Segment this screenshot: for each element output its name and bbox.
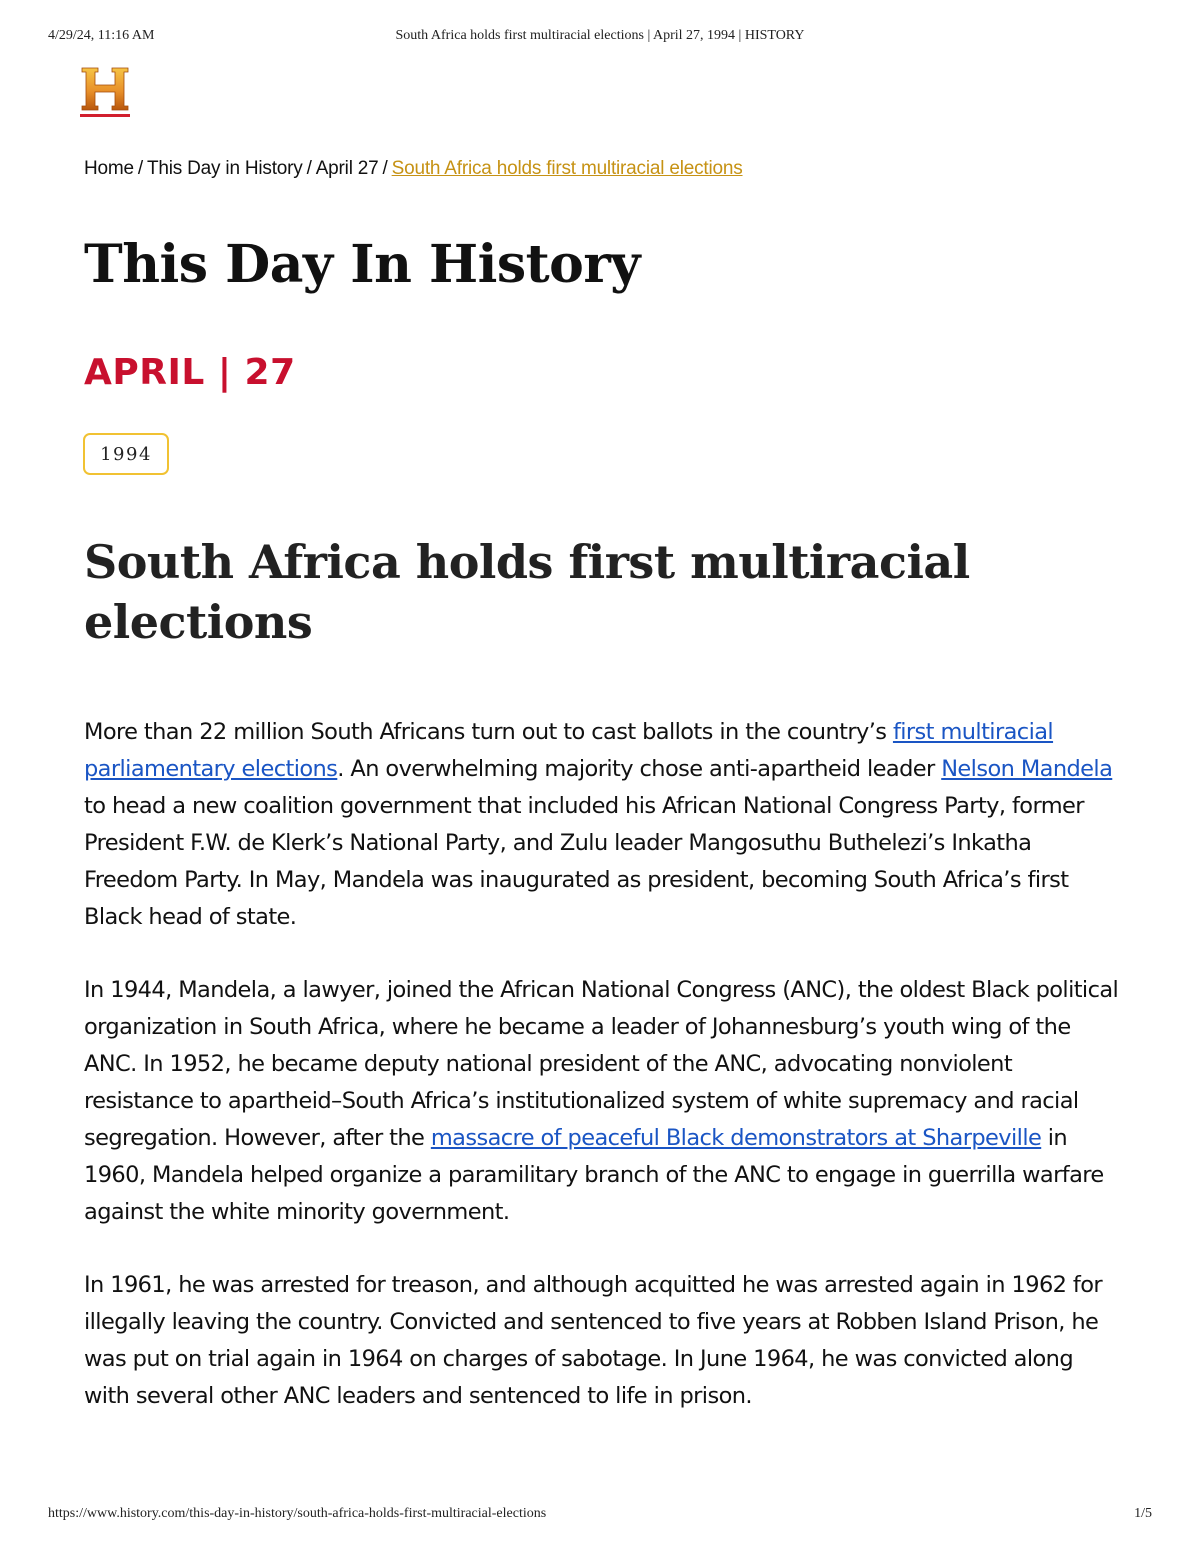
breadcrumb (84, 158, 743, 180)
history-h-logo-icon (78, 64, 132, 120)
paragraph-3 (84, 1267, 1124, 1415)
breadcrumb-home[interactable]: Home (84, 158, 134, 179)
breadcrumb-this-day-in-history[interactable]: This Day in History (146, 158, 303, 179)
breadcrumb-separator: / (306, 158, 312, 179)
paragraph-2 (84, 972, 1124, 1231)
link-sharpeville-massacre[interactable]: massacre of peaceful Black demonstrators at Sharpeville (430, 1125, 1042, 1151)
breadcrumb-separator: / (137, 158, 143, 179)
breadcrumb-april-27[interactable]: April 27 (315, 158, 379, 179)
paragraph-text: In 1944, Mandela, a lawyer, joined the African National Congress (ANC), the oldest Black political organization in South Africa, where he became a leader of Johannesburg’s youth wing of the ANC. In 1952, he became deputy national president of the ANC, advocating nonviolent resistance to apartheid–South Africa’s institutionalized system of white supremacy and racial segregation. However, after the (84, 977, 1119, 1151)
year-badge[interactable]: 1994 (83, 433, 169, 475)
paragraph-text: to head a new coalition government that included his African National Congress Party, former President F.W. de Klerk’s National Party, and Zulu leader Mangosuthu Buthelezi’s Inkatha Freedom Party. In May, Mandela was inaugurated as president, becoming South Africa’s first Black head of state. (84, 793, 1084, 930)
date-label: APRIL | 27 (84, 352, 296, 393)
history-logo[interactable] (78, 64, 132, 120)
paragraph-text: . An overwhelming majority chose anti-apartheid leader (337, 756, 942, 782)
print-url: https://www.history.com/this-day-in-history/south-africa-holds-first-multiracial-elections (48, 1506, 547, 1521)
article-body (84, 714, 1124, 1451)
print-timestamp: 4/29/24, 11:16 AM (48, 28, 155, 43)
paragraph-1 (84, 714, 1124, 936)
article-headline: South Africa holds first multiracial elections (84, 535, 970, 649)
print-document-title: South Africa holds first multiracial elections | April 27, 1994 | HISTORY (395, 28, 805, 43)
link-nelson-mandela[interactable]: Nelson Mandela (941, 756, 1113, 782)
paragraph-text: In 1961, he was arrested for treason, and although acquitted he was arrested again in 1962 for illegally leaving the country. Convicted and sentenced to five years at Robben Island Prison, he was put on trial again in 1964 on charges of sabotage. In June 1964, he was convicted along with several other ANC leaders and sentenced to life in prison. (84, 1272, 1103, 1409)
page-title: This Day In History (84, 234, 640, 295)
paragraph-text: More than 22 million South Africans turn out to cast ballots in the country’s (84, 719, 893, 745)
print-page-number: 1/5 (1134, 1506, 1152, 1521)
breadcrumb-separator: / (382, 158, 388, 179)
paragraph-text: in 1960, Mandela helped organize a paramilitary branch of the ANC to engage in guerrilla warfare against the white minority government. (84, 1125, 1104, 1225)
breadcrumb-current-article[interactable]: South Africa holds first multiracial elections (391, 158, 743, 179)
link-first-multiracial-elections[interactable]: first multiracial parliamentary elections (84, 719, 1054, 782)
